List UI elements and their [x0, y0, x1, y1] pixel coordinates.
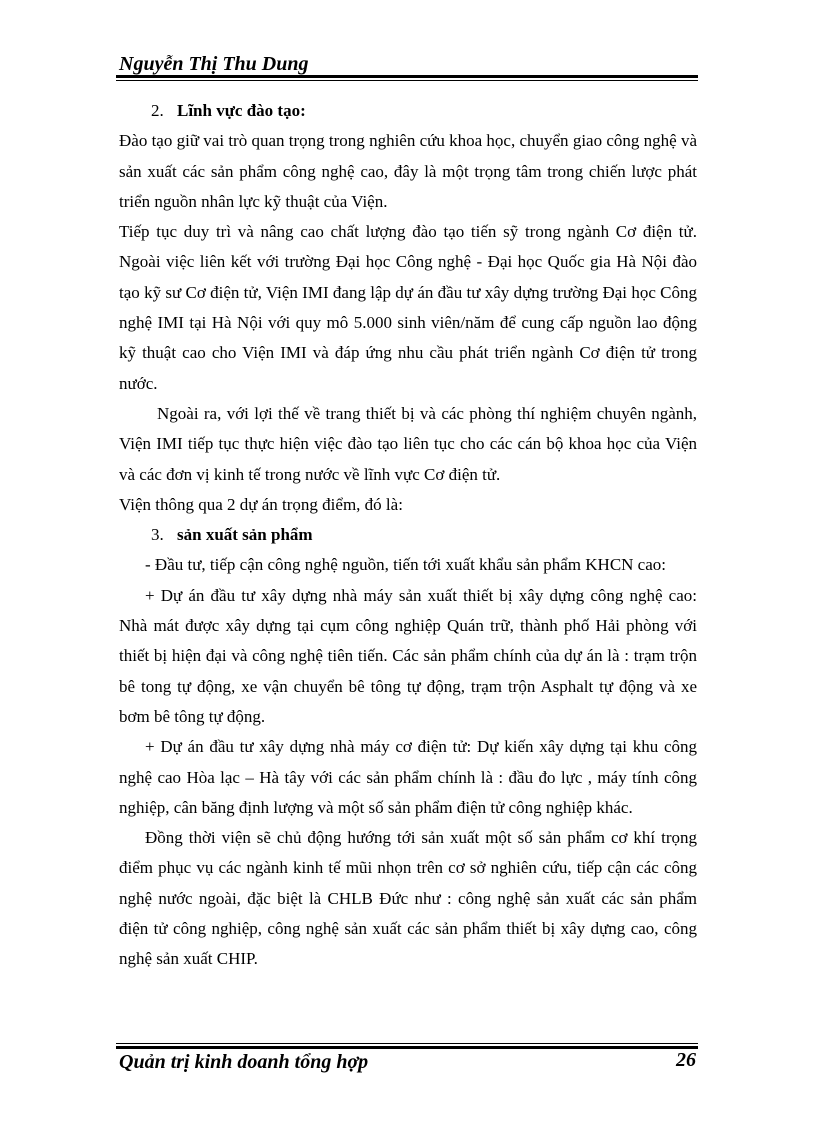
paragraph-6: + Dự án đầu tư xây dựng nhà máy sản xuất thiết bị xây dựng công nghệ cao: Nhà mát được xây dựng tại cụm công nghiệp Quán trữ, thành phố Hải phòng với thiết bị hiện đại và công nghệ tiên tiến. Các sản phẩm chính của dự án là : trạm trộn bê tong tự động, xe vận chuyển bê tông tự động, trạm trộn Asphalt tự động và xe bơm bê tông tự động.: [119, 585, 697, 726]
section-title: sản xuất sản phẩm: [177, 525, 313, 545]
paragraph-2: Tiếp tục duy trì và nâng cao chất lượng đào tạo tiến sỹ trong ngành Cơ điện tử. Ngoài việc liên kết với trường Đại học Công nghệ - Đại học Quốc gia Hà Nội đào tạo kỹ sư Cơ điện tử, Viện IMI đang lập dự án đầu tư xây dựng trường Đại học Công nghệ IMI tại Hà Nội với quy mô 5.000 sinh viên/năm để cung cấp nguồn lao động kỹ thuật cao cho Viện IMI và đáp ứng nhu cầu phát triển ngành Cơ điện tử trong nước.: [119, 222, 697, 393]
section-heading-3: [119, 520, 697, 550]
page-number: 26: [676, 1049, 696, 1071]
section-number: 2.: [151, 101, 164, 120]
section-heading-2: [119, 96, 697, 126]
header-author: Nguyễn Thị Thu Dung: [119, 53, 309, 75]
section-number: 3.: [151, 525, 164, 545]
page-body: [119, 96, 697, 975]
footer-title: Quản trị kinh doanh tổng hợp: [119, 1051, 369, 1073]
paragraph-7: + Dự án đầu tư xây dựng nhà máy cơ điện tử: Dự kiến xây dựng tại khu công nghệ cao Hòa lạc – Hà tây với các sản phẩm chính là : đầu đo lực , máy tính công nghiệp, cân băng định lượng và một số sản phẩm điện tử công nghiệp khác.: [119, 737, 697, 817]
section-title: Lĩnh vực đào tạo:: [177, 101, 306, 120]
paragraph-1: Đào tạo giữ vai trò quan trọng trong nghiên cứu khoa học, chuyển giao công nghệ và sản xuất các sản phẩm công nghệ cao, đây là một trọng tâm trong chiến lược phát triển nguồn nhân lực kỹ thuật của Viện.: [119, 131, 697, 211]
paragraph-3: Ngoài ra, với lợi thế về trang thiết bị và các phòng thí nghiệm chuyên ngành, Viện IMI tiếp tục thực hiện việc đào tạo liên tục cho các cán bộ khoa học của Viện và các đơn vị kinh tế trong nước về lĩnh vực Cơ điện tử.: [119, 403, 697, 484]
header-rule: [116, 75, 698, 81]
paragraph-4: Viện thông qua 2 dự án trọng điểm, đó là:: [119, 494, 403, 514]
paragraph-5: - Đầu tư, tiếp cận công nghệ nguồn, tiến tới xuất khẩu sản phẩm KHCN cao:: [145, 555, 666, 575]
paragraph-8: Đồng thời viện sẽ chủ động hướng tới sản xuất một số sản phẩm cơ khí trọng điểm phục vụ các ngành kinh tế mũi nhọn trên cơ sở nghiên cứu, tiếp cận các công nghệ nước ngoài, đặc biệt là CHLB Đức như : công nghệ sản xuất các sản phẩm điện tử công nghiệp, công nghệ sản xuất các sản phẩm thiết bị xây dựng cao, công nghệ sản xuất CHIP.: [119, 828, 697, 969]
